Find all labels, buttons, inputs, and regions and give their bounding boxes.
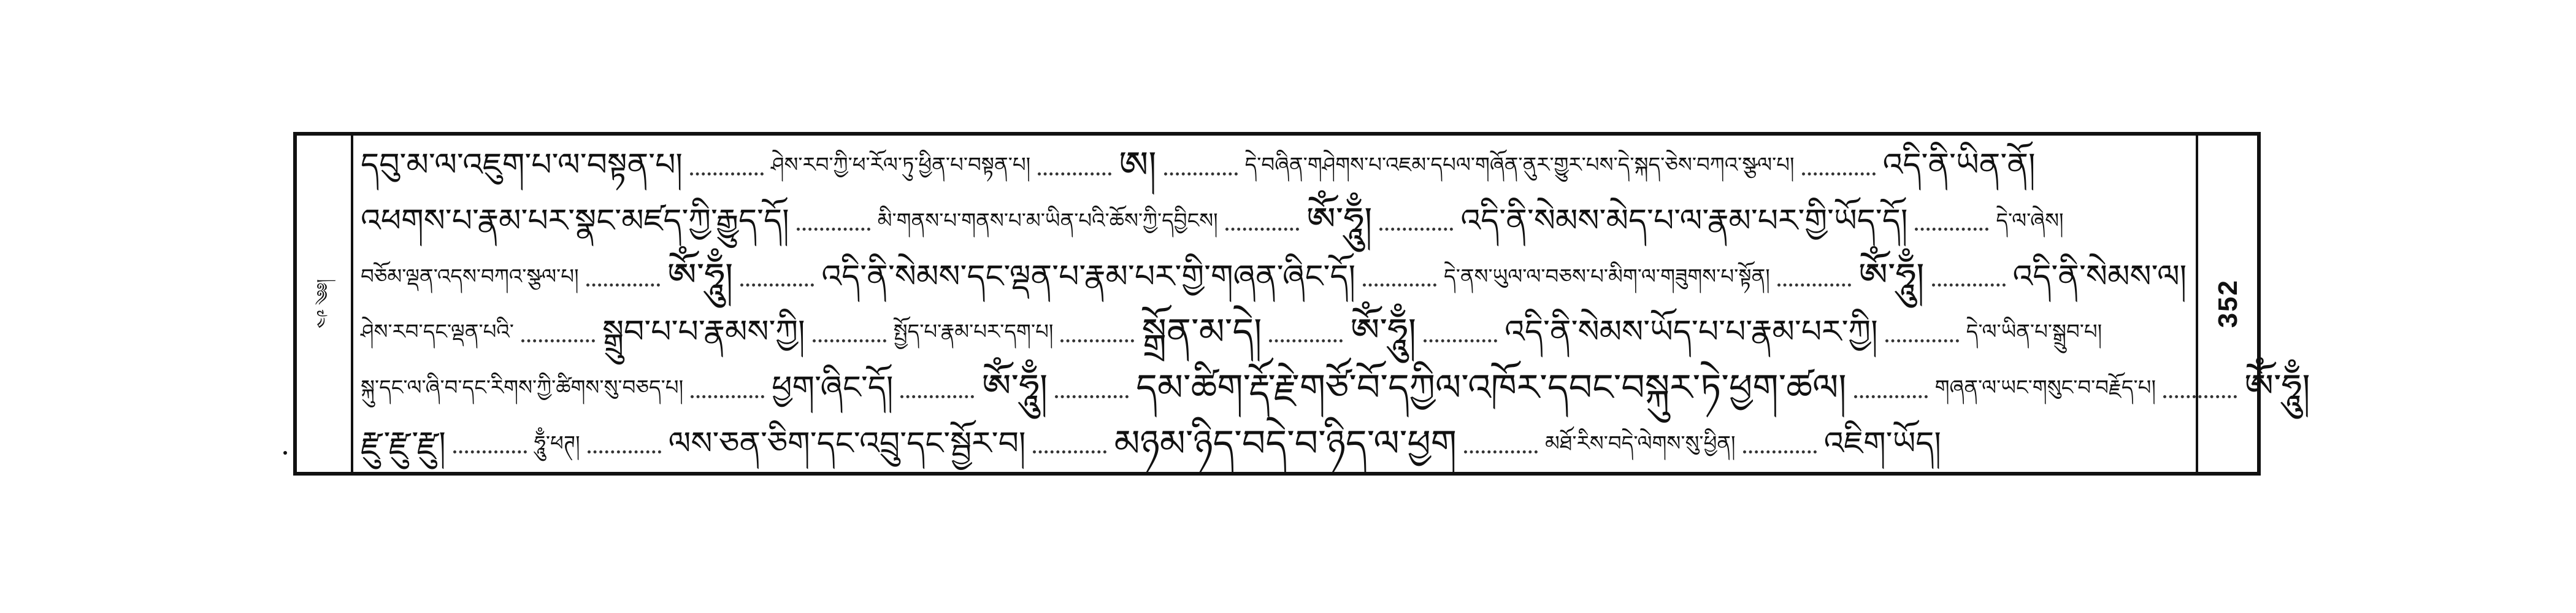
text-segment: ཨ།	[1119, 144, 1157, 187]
dotted-connector	[1038, 172, 1111, 175]
text-segment: ཨོཾ་ཧཱུྃ།	[1350, 310, 1417, 354]
dotted-connector	[1164, 172, 1238, 175]
dotted-connector	[900, 395, 974, 398]
text-segment: མཉམ་ཉིད་བདེ་བ་ཉིད་ལ་ཕྱག	[1114, 422, 1457, 465]
page-number: 352	[2212, 279, 2243, 328]
text-segment: འདི་ནི་སེམས་མེད་པ་ལ་རྣམ་པར་གྱི་ཡོད་དོ།	[1460, 202, 1908, 239]
dotted-connector	[740, 283, 814, 287]
text-segment: སྤྱོད་པ་རྣམ་པར་དག་པ།	[893, 320, 1054, 345]
right-margin-rule	[2196, 136, 2198, 472]
text-segment: འཇིག་ཡོད།	[1823, 425, 1941, 462]
margin-label-bottom: ༤༩	[314, 309, 332, 328]
dotted-connector	[1424, 339, 1497, 342]
dotted-connector	[588, 450, 661, 453]
left-margin-rule	[351, 136, 353, 472]
text-segment: ཤེས་རབ་དང་ལྡན་པའི་	[361, 320, 514, 345]
text-segment: ཨོཾ་ཧཱུྃ།	[667, 255, 734, 298]
page-number-margin	[2199, 132, 2257, 476]
text-segment: ཨོཾ་ཧཱུྃ།	[1306, 199, 1373, 242]
text-segment: དེ་བཞིན་གཤེགས་པ་འཇམ་དཔལ་གཞོན་ནུར་གྱུར་པས་དེ་སྐད་ཅེས་བཀའ་སྩལ་པ།	[1244, 153, 1795, 177]
text-segment: དབུ་མ་ལ་འཇུག་པ་ལ་བསྟན་པ།	[361, 147, 683, 183]
text-segment: འཕགས་པ་རྣམ་པར་སྣང་མཛད་ཀྱི་རྒྱུད་དོ།	[361, 202, 789, 239]
text-segment: ཨོཾ་ཧཱུྃ།	[1858, 255, 1925, 298]
text-line	[361, 361, 2310, 414]
text-segment: བཅོམ་ལྡན་འདས་བཀའ་སྩལ་པ།	[361, 264, 579, 289]
dotted-connector	[797, 228, 870, 231]
text-segment: འདི་ནི་སེམས་ཡོད་པ་པ་རྣམ་པར་ཀྱི།	[1505, 314, 1878, 351]
text-segment: འདི་ནི་སེམས་དང་ལྡན་པ་རྣམ་པར་གྱི་གཞན་ཞིང་དོ།	[821, 258, 1356, 295]
dotted-connector	[1225, 228, 1299, 231]
text-segment: མཐོ་རིས་བདེ་ལེགས་སུ་ཕྱིན།	[1545, 431, 1736, 456]
text-line	[361, 306, 2192, 358]
dotted-connector	[1363, 283, 1436, 287]
text-segment: གཞན་ལ་ཡང་གསུང་བ་བརྗོད་པ།	[1934, 376, 2156, 401]
dotted-connector	[1885, 339, 1959, 342]
text-segment: དེ་ལ་ཡིན་པ་སྒྲུབ་པ།	[1966, 320, 2103, 345]
dotted-connector	[453, 450, 527, 453]
dotted-connector	[690, 172, 764, 175]
dotted-connector	[1915, 228, 1988, 231]
text-segment: སྒྲོན་མ་དེ།	[1141, 310, 1262, 354]
dotted-connector	[1777, 283, 1851, 287]
dotted-connector	[1379, 228, 1453, 231]
dotted-connector	[1055, 395, 1129, 398]
stray-ink-dot	[283, 451, 287, 455]
dotted-connector	[1743, 450, 1817, 453]
margin-label-top: ༄༅།	[314, 279, 332, 306]
text-segment: འདི་ནི་ཡིན་ནོ།	[1882, 147, 2036, 183]
text-line	[361, 417, 2192, 470]
text-segment: དེ་ནས་ཡུལ་ལ་བཅས་པ་མིག་ལ་གཟུགས་པ་སྟོན།	[1444, 264, 1770, 289]
text-segment: ཤེས་རབ་ཀྱི་ཕ་རོལ་ཏུ་ཕྱིན་པ་བསྟན་པ།	[770, 153, 1031, 177]
dotted-connector	[1464, 450, 1538, 453]
text-line	[361, 250, 2192, 303]
text-line	[361, 195, 2192, 247]
dotted-connector	[1060, 339, 1134, 342]
text-segment: འདི་ནི་སེམས་ལ།	[2012, 258, 2187, 295]
dotted-connector	[1033, 450, 1106, 453]
text-segment: དམ་ཚིག་རྡོ་རྗེ་གཙོ་བོ་དཀྱིལ་འཁོར་དབང་བསྐུར་ཏེ་ཕྱག་ཚལ།	[1136, 366, 1847, 410]
left-margin-annotation	[298, 233, 348, 374]
dotted-connector	[1854, 395, 1928, 398]
dotted-connector	[691, 395, 764, 398]
text-segment: སྒྲུབ་པ་པ་རྣམས་ཀྱི།	[602, 314, 805, 351]
text-segment: ལས་ཅན་ཅིག་དང་འབྲུ་དང་སྦྱོར་བ།	[668, 425, 1026, 462]
dotted-connector	[521, 339, 595, 342]
text-segment: ཨོཾ་ཧཱུྃ།	[981, 366, 1048, 410]
text-segment: མི་གནས་པ་གནས་པ་མ་ཡིན་པའི་ཆོས་ཀྱི་དབྱིངས།	[877, 208, 1218, 233]
dotted-connector	[1932, 283, 2006, 287]
text-segment: ཕྱག་ཞིང་དོ།	[772, 369, 894, 407]
text-segment: ཧཱུྃ་ཕཊ།	[534, 431, 580, 456]
dotted-connector	[1802, 172, 1876, 175]
text-segment: ཨོཾ་ཧཱུྃ།	[2244, 366, 2310, 410]
text-segment: སྐུ་དང་ལ་ཞི་བ་དང་རིགས་ཀྱི་ཚིགས་སུ་བཅད་པ།	[361, 376, 684, 401]
dotted-connector	[586, 283, 660, 287]
dotted-connector	[813, 339, 886, 342]
text-line	[361, 139, 2192, 191]
dotted-connector	[1269, 339, 1343, 342]
text-segment: དེ་ལ་ཞེས།	[1996, 208, 2064, 233]
text-segment: རྫུ་རྫུ་རྫུ།	[361, 425, 446, 462]
dotted-connector	[2163, 395, 2237, 398]
